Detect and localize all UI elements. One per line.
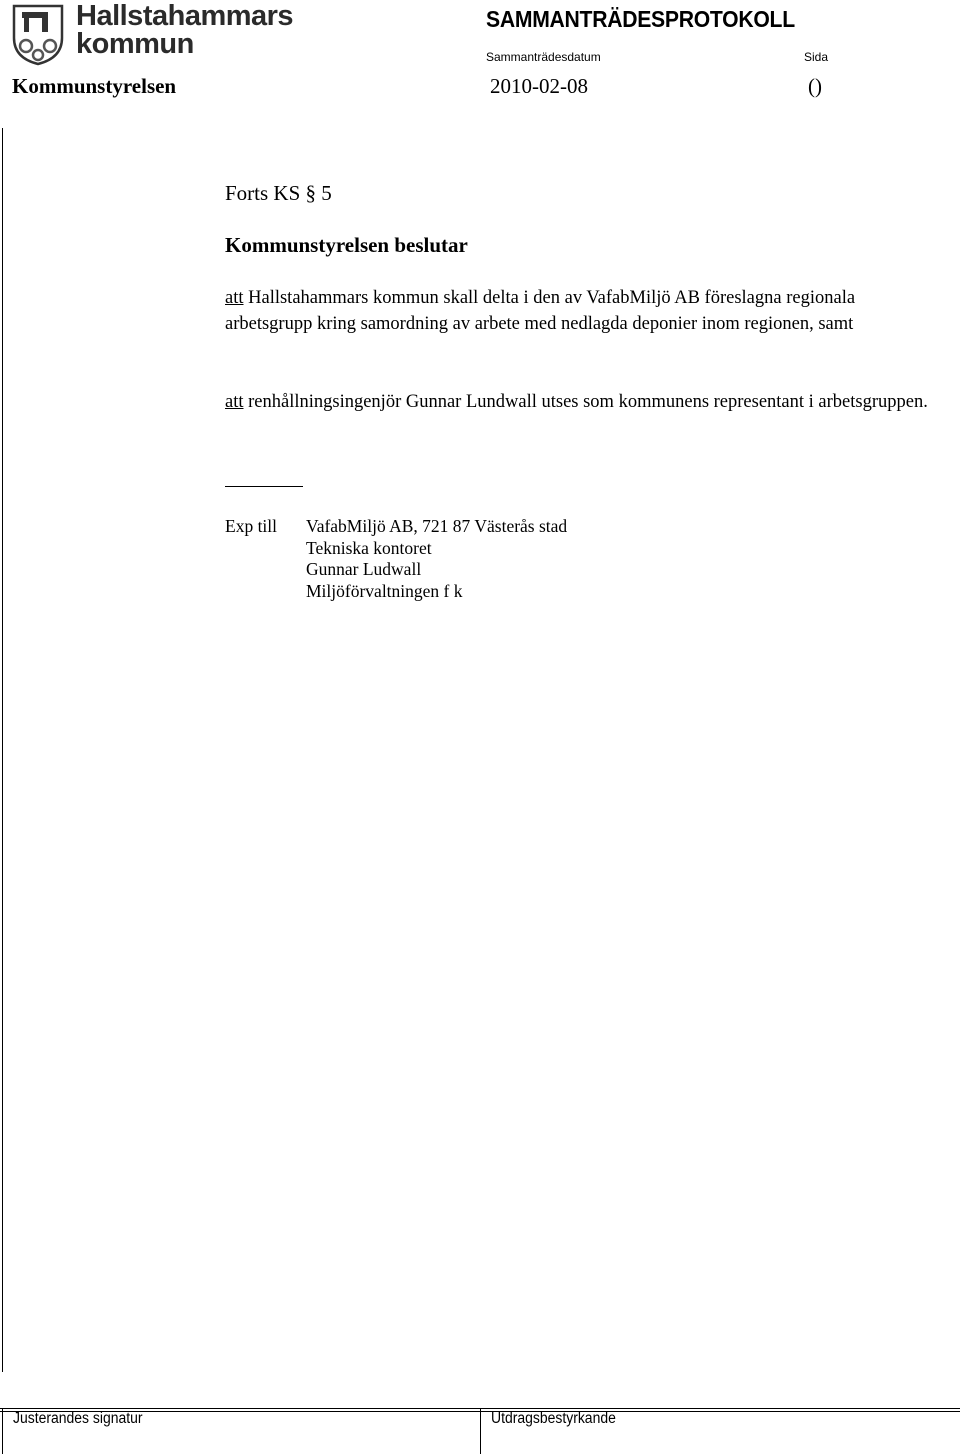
clause-text: Hallstahammars kommun skall delta i den av VafabMiljö AB föreslagna regionala arbetsgrupp kring samordning av arbete med nedlagda deponier inom regionen, samt: [225, 288, 856, 334]
clause-prefix: att: [225, 288, 244, 308]
left-margin-rule: [2, 128, 3, 1372]
meeting-date-label: Sammanträdesdatum: [486, 50, 601, 64]
footer-middle-rule: [480, 1408, 481, 1454]
distribution-recipient: Tekniska kontoret: [306, 537, 432, 558]
page-label: Sida: [804, 50, 829, 64]
signature-field-label: Justerandes signatur: [13, 1410, 143, 1427]
distribution-recipient: VafabMiljö AB, 721 87 Västerås stad: [306, 516, 568, 536]
coat-of-arms-icon: [12, 4, 64, 66]
distribution-recipient: Gunnar Ludwall: [306, 559, 422, 580]
clause-prefix: att: [225, 392, 244, 412]
distribution-recipient: Miljöförvaltningen f k: [306, 581, 463, 602]
municipality-logo: [12, 0, 294, 68]
clause-text: renhållningsingenjör Gunnar Lundwall utses som kommunens representant i arbetsgruppen.: [243, 392, 928, 412]
decision-clause-2: [225, 389, 945, 415]
decision-heading: Kommunstyrelsen beslutar: [225, 233, 468, 257]
extract-certification-label: Utdragsbestyrkande: [491, 1410, 616, 1427]
logo-wordmark-line2: kommun: [76, 28, 194, 60]
distribution-list: [306, 516, 567, 603]
organization-name: Kommunstyrelsen: [12, 74, 177, 98]
distribution-label: Exp till: [225, 516, 278, 536]
logo-wordmark-line1: Hallstahammars: [76, 0, 294, 32]
section-reference: Forts KS § 5: [225, 181, 332, 205]
separator-line: [225, 486, 303, 487]
footer-left-rule: [2, 1408, 3, 1454]
meeting-date-value: 2010-02-08: [490, 74, 588, 98]
document-title: SAMMANTRÄDESPROTOKOLL: [486, 6, 795, 32]
page-number-value: (): [808, 74, 822, 98]
decision-clause-1: [225, 285, 945, 337]
